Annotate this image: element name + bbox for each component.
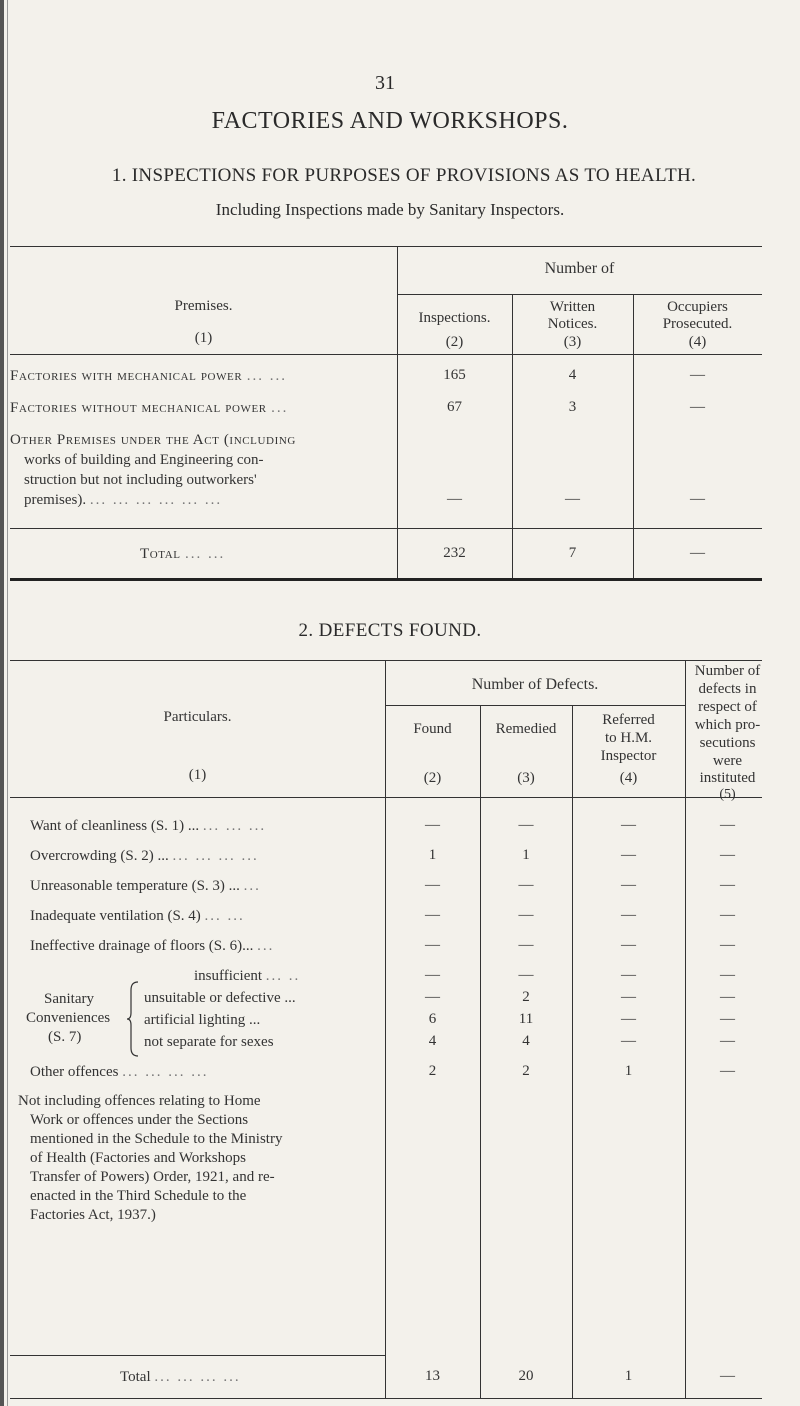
- row-ventilation-remedied: —: [518, 907, 534, 923]
- row-ventilation-referred: —: [621, 907, 636, 923]
- row-factories-nonmechanical-label: Factories without mechanical power ...: [10, 400, 289, 416]
- sanitary-group-label-line1: Sanitary: [44, 991, 94, 1007]
- sanitary-lighting-found: 6: [428, 1011, 437, 1027]
- sanitary-sexes-prosecutions: —: [720, 1033, 735, 1049]
- row-other-offences-prosecutions: —: [720, 1063, 735, 1079]
- col-found-header: Found: [413, 721, 452, 737]
- col-remedied-header: Remedied: [495, 721, 557, 737]
- row-cleanliness-remedied: —: [518, 817, 534, 833]
- table1-total-notices: 7: [568, 545, 577, 561]
- note-line-2: Work or offences under the Sections: [30, 1112, 249, 1128]
- table2-total-found: 13: [425, 1368, 440, 1384]
- row-drainage-prosecutions: —: [720, 937, 735, 953]
- table1-total-prosecuted: —: [690, 545, 705, 561]
- row-other-offences-label: Other offences ... ... ... ...: [30, 1064, 209, 1080]
- row-other-premises-label-line3: struction but not including outworkers': [24, 472, 257, 488]
- col-prosecutions-header-line7: instituted: [699, 770, 756, 786]
- sanitary-sexes-found: 4: [428, 1033, 437, 1049]
- table1-total-label: Total ... ...: [140, 546, 226, 562]
- sanitary-group-label-line2: Conveniences: [26, 1010, 111, 1026]
- col-prosecutions-header-line6: were: [712, 753, 743, 769]
- row-factories-mechanical-prosecuted: —: [690, 367, 705, 383]
- sanitary-insufficient-label: insufficient ... ..: [194, 968, 301, 984]
- sanitary-sexes-label: not separate for sexes: [144, 1034, 274, 1050]
- row-other-offences-remedied: 2: [522, 1063, 530, 1079]
- row-ventilation-prosecutions: —: [720, 907, 735, 923]
- note-line-4: of Health (Factories and Workshops: [30, 1150, 246, 1166]
- page-number: 31: [375, 72, 395, 94]
- section1-subheading: Including Inspections made by Sanitary Inspectors.: [215, 200, 565, 219]
- sanitary-unsuitable-referred: —: [621, 989, 636, 1005]
- col-notices-header-line1: Written: [549, 299, 596, 315]
- table2-total-referred: 1: [624, 1368, 633, 1384]
- section1-heading: 1. INSPECTIONS FOR PURPOSES OF PROVISIONS AS TO HEALTH.: [111, 165, 697, 186]
- row-overcrowding-referred: —: [621, 847, 636, 863]
- col-notices-header-line2: Notices.: [547, 316, 598, 332]
- col-prosecutions-header-line4: which pro-: [694, 717, 761, 733]
- row-overcrowding-remedied: 1: [522, 847, 530, 863]
- col-referred-header-line1: Referred: [602, 712, 655, 728]
- col-found-num: (2): [423, 770, 442, 786]
- col-remedied-num: (3): [517, 770, 535, 786]
- row-factories-mechanical-notices: 4: [568, 367, 577, 383]
- sanitary-insufficient-found: —: [425, 967, 440, 983]
- sanitary-lighting-remedied: 11: [518, 1011, 534, 1027]
- row-overcrowding-prosecutions: —: [720, 847, 735, 863]
- sanitary-lighting-label: artificial lighting ...: [144, 1012, 261, 1028]
- sanitary-group-label-line3: (S. 7): [48, 1029, 82, 1045]
- note-line-7: Factories Act, 1937.): [30, 1207, 156, 1223]
- sanitary-lighting-referred: —: [621, 1011, 636, 1027]
- col-prosecutions-num: (5): [719, 787, 736, 802]
- note-line-6: enacted in the Third Schedule to the: [30, 1188, 247, 1204]
- row-drainage-referred: —: [621, 937, 636, 953]
- col-prosecutions-header-line2: defects in: [698, 681, 757, 697]
- row-other-premises-label-line2: works of building and Engineering con-: [24, 452, 264, 468]
- sanitary-unsuitable-prosecutions: —: [720, 989, 735, 1005]
- row-ventilation-found: —: [425, 907, 440, 923]
- row-other-premises-label-line1: Other Premises under the Act (including: [10, 432, 296, 448]
- row-drainage-found: —: [425, 937, 440, 953]
- col-occupiers-header-line1: Occupiers: [667, 299, 728, 315]
- col-premises-header: Premises.: [174, 298, 233, 314]
- sanitary-unsuitable-label: unsuitable or defective ...: [144, 990, 296, 1006]
- sanitary-sexes-referred: —: [621, 1033, 636, 1049]
- row-other-premises-inspections: —: [447, 491, 462, 507]
- sanitary-unsuitable-found: —: [425, 989, 440, 1005]
- row-factories-nonmechanical-inspections: 67: [447, 399, 462, 415]
- col-prosecutions-header-line3: respect of: [698, 699, 757, 715]
- col-notices-num: (3): [563, 334, 582, 350]
- row-cleanliness-label: Want of cleanliness (S. 1) ... ... ... ...: [30, 818, 267, 834]
- row-cleanliness-referred: —: [621, 817, 636, 833]
- table2-total-prosecutions: —: [720, 1368, 735, 1384]
- note-line-3: mentioned in the Schedule to the Ministry: [30, 1131, 283, 1147]
- col-particulars-num: (1): [188, 767, 207, 783]
- row-other-premises-notices: —: [565, 491, 580, 507]
- col-occupiers-header-line2: Prosecuted.: [662, 316, 733, 332]
- sanitary-insufficient-remedied: —: [518, 967, 534, 983]
- row-factories-nonmechanical-notices: 3: [568, 399, 577, 415]
- row-other-offences-referred: 1: [624, 1063, 633, 1079]
- table1-total-inspections: 232: [443, 545, 466, 561]
- row-temperature-prosecutions: —: [720, 877, 735, 893]
- row-cleanliness-found: —: [425, 817, 440, 833]
- sanitary-brace: [126, 980, 140, 1058]
- col-referred-header-line2: to H.M.: [604, 730, 653, 746]
- table2-total-remedied: 20: [518, 1368, 534, 1384]
- col-prosecutions-header-line5: secutions: [699, 735, 756, 751]
- table2-total-label: Total ... ... ... ...: [120, 1369, 241, 1385]
- number-of-header: Number of: [544, 260, 615, 277]
- row-drainage-remedied: —: [518, 937, 534, 953]
- col-referred-num: (4): [619, 770, 638, 786]
- row-overcrowding-found: 1: [428, 847, 437, 863]
- row-other-premises-label-line4: premises). ... ... ... ... ... ...: [24, 492, 223, 508]
- row-factories-mechanical-inspections: 165: [443, 367, 466, 383]
- page-title: FACTORIES AND WORKSHOPS.: [211, 108, 569, 134]
- row-temperature-found: —: [425, 877, 440, 893]
- note-line-5: Transfer of Powers) Order, 1921, and re-: [30, 1169, 275, 1185]
- row-other-premises-prosecuted: —: [690, 491, 705, 507]
- col-referred-header-line3: Inspector: [600, 748, 657, 764]
- number-of-defects-header: Number of Defects.: [471, 676, 599, 693]
- sanitary-sexes-remedied: 4: [522, 1033, 530, 1049]
- col-prosecutions-header-line1: Number of: [694, 663, 761, 679]
- row-overcrowding-label: Overcrowding (S. 2) ... ... ... ... ...: [30, 848, 259, 864]
- col-occupiers-num: (4): [688, 334, 707, 350]
- sanitary-lighting-prosecutions: —: [720, 1011, 735, 1027]
- sanitary-unsuitable-remedied: 2: [522, 989, 530, 1005]
- col-particulars-header: Particulars.: [163, 709, 232, 725]
- col-inspections-header: Inspections.: [418, 310, 491, 326]
- col-inspections-num: (2): [445, 334, 464, 350]
- note-line-1: Not including offences relating to Home: [18, 1093, 261, 1109]
- row-temperature-remedied: —: [518, 877, 534, 893]
- sanitary-insufficient-referred: —: [621, 967, 636, 983]
- row-factories-nonmechanical-prosecuted: —: [690, 399, 705, 415]
- col-premises-num: (1): [194, 330, 213, 346]
- sanitary-insufficient-prosecutions: —: [720, 967, 735, 983]
- section2-heading: 2. DEFECTS FOUND.: [298, 620, 482, 641]
- row-temperature-label: Unreasonable temperature (S. 3) ... ...: [30, 878, 261, 894]
- row-temperature-referred: —: [621, 877, 636, 893]
- row-ventilation-label: Inadequate ventilation (S. 4) ... ...: [30, 908, 245, 924]
- row-factories-mechanical-label: Factories with mechanical power ... ...: [10, 368, 287, 384]
- row-cleanliness-prosecutions: —: [720, 817, 735, 833]
- row-drainage-label: Ineffective drainage of floors (S. 6)... ...: [30, 938, 275, 954]
- row-other-offences-found: 2: [428, 1063, 437, 1079]
